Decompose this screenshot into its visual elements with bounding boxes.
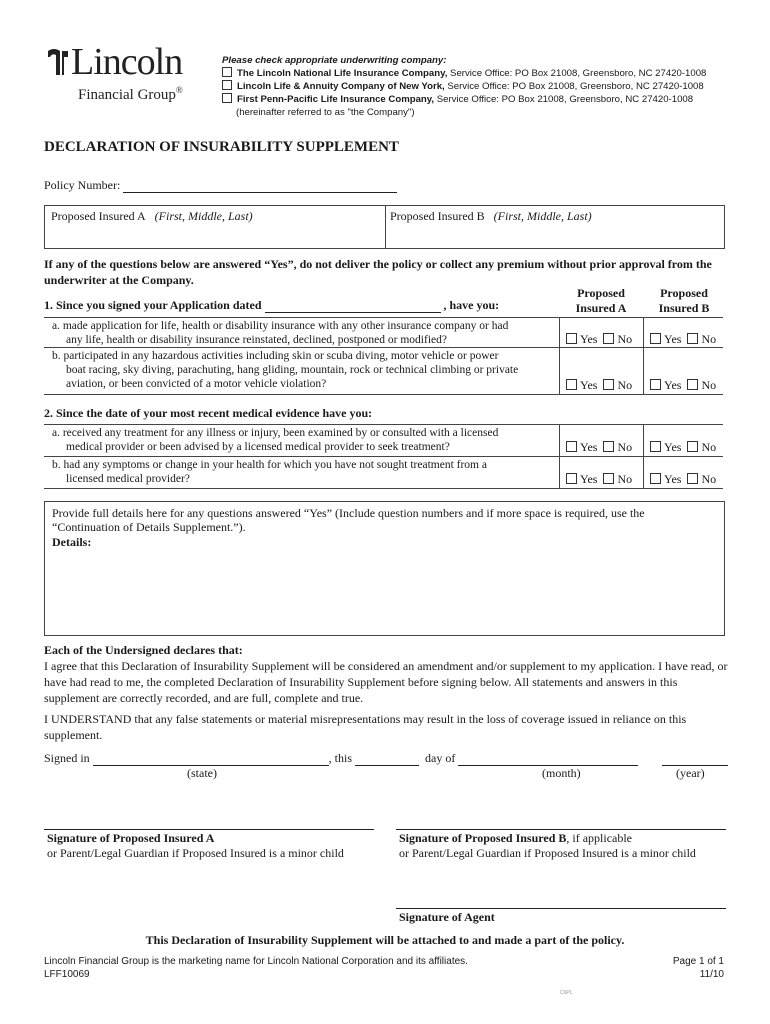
q2b-insured-b-answer[interactable]: Yes No <box>650 472 716 486</box>
q2a-a-yes-checkbox[interactable] <box>566 441 577 452</box>
q2b-b-no-checkbox[interactable] <box>687 473 698 484</box>
question-1a-row: a. made application for life, health or disability insurance with any other insurance company or had any life, health or disability insurance reinstated, declined, postponed or modified? Yes No Yes No <box>44 317 723 348</box>
declaration-paragraph-1: I agree that this Declaration of Insurability Supplement will be considered an amendment and/or supplement to my application. I have read, or have had read to me, the completed Declaration of Insurability Supplement before signing below. All statements and answers in this supplement are correctly recorded, and are full, complete and true. <box>44 659 728 705</box>
question-2-heading: 2. Since the date of your most recent medical evidence have you: <box>44 406 373 420</box>
question-2-table <box>44 424 723 489</box>
signed-state-field[interactable] <box>93 755 329 766</box>
state-caption: (state) <box>187 766 217 780</box>
column-header-insured-b: Proposed Insured B <box>658 286 710 315</box>
q1b-a-no-checkbox[interactable] <box>603 379 614 390</box>
question-1-table <box>44 317 723 395</box>
question-2a-row: a. received any treatment for any illness or injury, been examined by or consulted with a licensed medical provider or been advised by a licensed medical provider to seek treatment? Yes No Yes No <box>44 424 723 457</box>
q1b-a-yes-checkbox[interactable] <box>566 379 577 390</box>
underwriting-heading: Please check appropriate underwriting company: <box>222 55 447 66</box>
q1b-b-yes-checkbox[interactable] <box>650 379 661 390</box>
insured-names-box <box>44 205 725 249</box>
question-1-heading: 1. Since you signed your Application dated , have you: <box>44 298 500 312</box>
footer-disclaimer: Lincoln Financial Group is the marketing name for Lincoln National Corporation and its affiliates. <box>44 956 468 967</box>
lincoln-cross-logo-icon <box>46 47 70 77</box>
q1b-b-no-checkbox[interactable] <box>687 379 698 390</box>
attached-note: This Declaration of Insurability Supplement will be attached to and made a part of the policy. <box>145 933 625 947</box>
q1a-a-no-checkbox[interactable] <box>603 333 614 344</box>
company-checkbox-2[interactable] <box>222 80 232 90</box>
signed-month-field[interactable] <box>458 755 638 766</box>
company-option-3[interactable]: First Penn-Pacific Life Insurance Company, Service Office: PO Box 21008, Greensboro, NC 27420-1008 <box>222 93 706 106</box>
signature-b-line[interactable] <box>396 829 726 830</box>
q1a-insured-b-answer[interactable]: Yes No <box>650 332 716 346</box>
year-caption: (year) <box>676 766 705 780</box>
q2a-insured-b-answer[interactable]: Yes No <box>650 440 716 454</box>
signature-b-caption: Signature of Proposed Insured B, if applicable or Parent/Legal Guardian if Proposed Insured is a minor child <box>399 831 696 860</box>
declaration-heading: Each of the Undersigned declares that: <box>44 643 243 657</box>
q1a-a-yes-checkbox[interactable] <box>566 333 577 344</box>
details-box[interactable] <box>44 501 725 636</box>
q1b-insured-b-answer[interactable]: Yes No <box>650 378 716 392</box>
details-label: Details: <box>52 535 92 549</box>
q2a-b-yes-checkbox[interactable] <box>650 441 661 452</box>
company-note: (hereinafter referred to as "the Company") <box>236 107 415 118</box>
policy-number-label: Policy Number: <box>44 178 121 192</box>
footer-date-code: 11/10 <box>699 969 724 980</box>
q2a-b-no-checkbox[interactable] <box>687 441 698 452</box>
company-option-2[interactable]: Lincoln Life & Annuity Company of New York, Service Office: PO Box 21008, Greensboro, NC 27420-1008 <box>222 80 706 93</box>
insured-a-name-field[interactable]: Proposed Insured A (First, Middle, Last) <box>51 209 253 223</box>
signature-a-line[interactable] <box>44 829 374 830</box>
column-header-insured-a: Proposed Insured A <box>575 286 627 315</box>
q2b-a-no-checkbox[interactable] <box>603 473 614 484</box>
policy-number-field[interactable] <box>123 180 397 193</box>
signature-a-caption: Signature of Proposed Insured A or Parent/Legal Guardian if Proposed Insured is a minor child <box>47 831 344 860</box>
logo-subtitle: Financial Group® <box>78 85 183 103</box>
warning-text: If any of the questions below are answered “Yes”, do not deliver the policy or collect any premium without prior approval from the underwriter at the Company. <box>44 257 712 287</box>
logo-name: Lincoln <box>71 41 183 83</box>
q2a-insured-a-answer[interactable]: Yes No <box>566 440 632 454</box>
company-option-1[interactable]: The Lincoln National Life Insurance Company, Service Office: PO Box 21008, Greensboro, NC 27420-1008 <box>222 67 706 80</box>
company-checkbox-3[interactable] <box>222 93 232 103</box>
signed-in-row: Signed in , this day of <box>44 751 728 766</box>
details-instructions: Provide full details here for any questions answered “Yes” (Include question numbers and if more space is required, use the “Continuation of Details Supplement.”). <box>52 506 645 534</box>
q2b-insured-a-answer[interactable]: Yes No <box>566 472 632 486</box>
form-title: DECLARATION OF INSURABILITY SUPPLEMENT <box>44 139 399 155</box>
declaration-paragraph-2: I UNDERSTAND that any false statements or material misrepresentations may result in the loss of coverage issued in reliance on this supplement. <box>44 712 687 742</box>
signature-agent-line[interactable] <box>396 908 726 909</box>
footer-page-number: Page 1 of 1 <box>672 956 724 967</box>
application-date-field[interactable] <box>265 301 441 313</box>
company-checkbox-1[interactable] <box>222 67 232 77</box>
month-caption: (month) <box>542 766 581 780</box>
question-1b-row: b. participated in any hazardous activities including skin or scuba diving, motor vehicle or power boat racing, sky diving, parachuting, hang gliding, mountain, rock or technical climbing or private aviation, or been convicted of a motor vehicle violation? Yes No Yes No <box>44 347 723 395</box>
underwriting-company-section <box>222 54 706 119</box>
q1a-b-no-checkbox[interactable] <box>687 333 698 344</box>
q2b-b-yes-checkbox[interactable] <box>650 473 661 484</box>
signed-year-field[interactable] <box>662 755 728 766</box>
signature-agent-caption: Signature of Agent <box>399 910 495 924</box>
q1a-insured-a-answer[interactable]: Yes No <box>566 332 632 346</box>
footer-form-number: LFF10069 <box>44 969 90 980</box>
q2a-a-no-checkbox[interactable] <box>603 441 614 452</box>
question-2b-row: b. had any symptoms or change in your health for which you have not sought treatment from a licensed medical provider? Yes No Yes No <box>44 456 723 489</box>
insured-b-name-field[interactable]: Proposed Insured B (First, Middle, Last) <box>390 209 592 223</box>
signed-day-field[interactable] <box>355 755 419 766</box>
policy-number-row <box>44 178 397 193</box>
q1a-b-yes-checkbox[interactable] <box>650 333 661 344</box>
q1b-insured-a-answer[interactable]: Yes No <box>566 378 632 392</box>
q2b-a-yes-checkbox[interactable] <box>566 473 577 484</box>
footer-print-code: C6PL <box>560 990 573 996</box>
